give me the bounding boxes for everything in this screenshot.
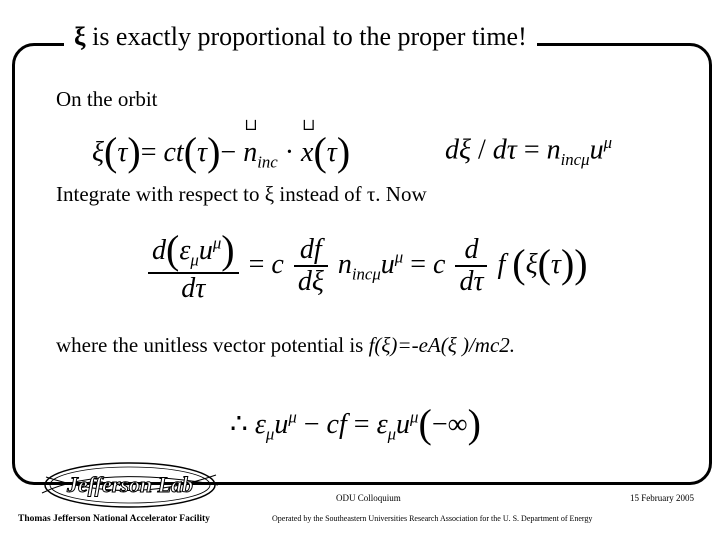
slide-title bbox=[64, 22, 537, 52]
jefferson-lab-logo bbox=[40, 455, 220, 517]
equation-derivative: $\frac{d(\varepsilon_\mu u^\mu)}{d\tau}$ = c $\frac{df}{d\xi}$ $n_{inc\mu}u^\mu = c$ $\frac{d}{d\tau}$ f (ξ(τ)) bbox=[145, 228, 588, 305]
title-text: is exactly proportional to the proper time! bbox=[85, 22, 527, 51]
svg-text:Jefferson Lab: Jefferson Lab bbox=[66, 472, 194, 497]
text-on-the-orbit: On the orbit bbox=[56, 87, 158, 111]
footer-operator: Operated by the Southeastern Universities Research Association for the U. S. Department of Energy bbox=[272, 514, 593, 523]
equation-xi-of-tau: ξ(τ)= ct(τ)− ⊔ $n_{inc}$ · ⊔ x(τ) bbox=[92, 128, 350, 175]
equation-dxi-dtau: $d\xi / d\tau = n_{inc\mu}u^\mu$ bbox=[445, 133, 612, 169]
footer-lab-name: Thomas Jefferson National Accelerator Facility bbox=[18, 514, 210, 524]
text-vector-potential bbox=[56, 333, 515, 358]
equation-conserved: ∴ $\varepsilon_\mu u^\mu$ − cf = $\varepsilon_\mu u^\mu(-\infty)$ bbox=[230, 401, 481, 446]
text-vector-potential-prefix: where the unitless vector potential is bbox=[56, 333, 369, 357]
footer-event: ODU Colloquium bbox=[336, 493, 401, 503]
text-integrate: Integrate with respect to ξ instead of τ. Now bbox=[56, 182, 427, 206]
text-vector-potential-formula: f(ξ)=-eA(ξ )/mc2. bbox=[368, 333, 516, 357]
footer-date: 15 February 2005 bbox=[630, 493, 694, 503]
title-symbol: ξ bbox=[74, 22, 86, 51]
